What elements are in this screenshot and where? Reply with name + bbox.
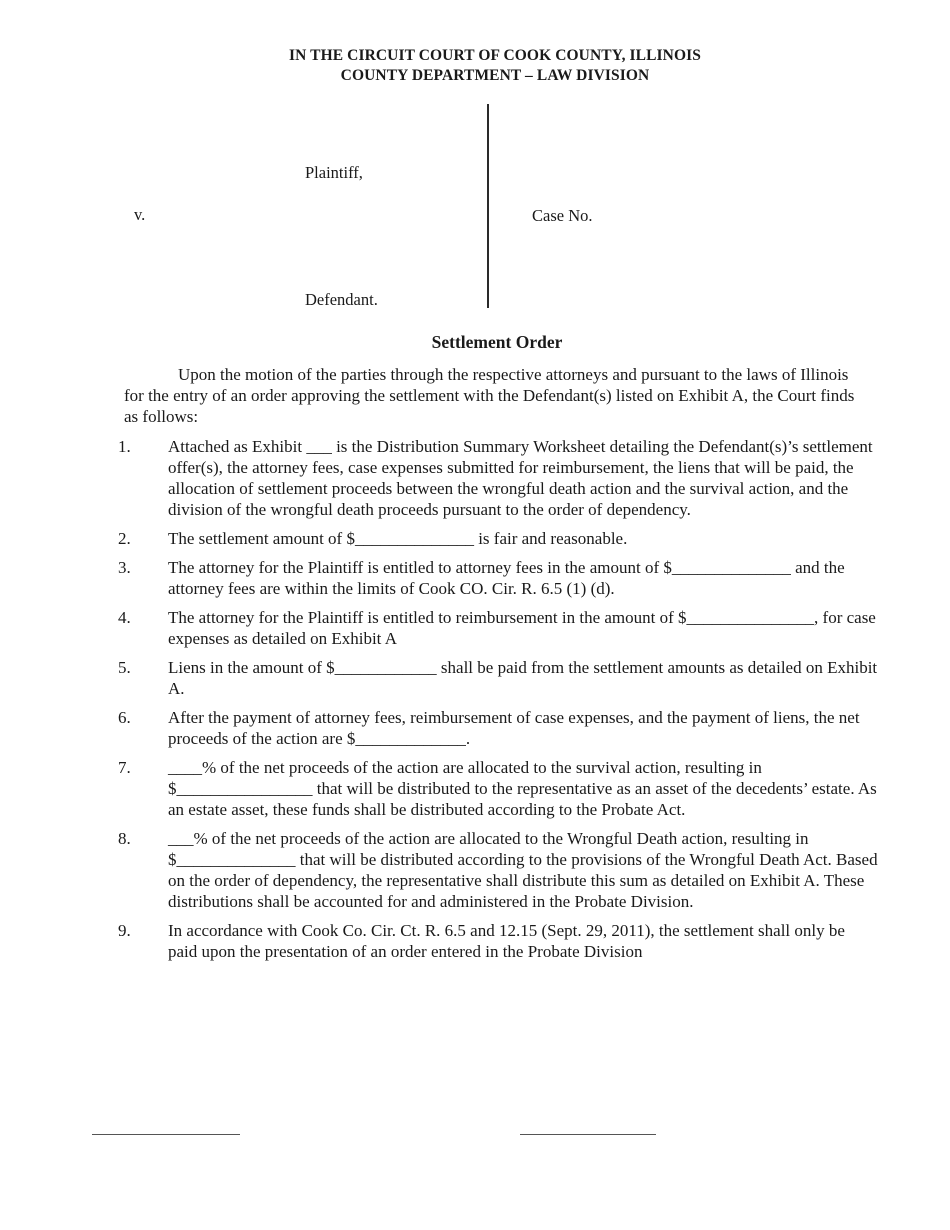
findings-list [118,436,878,970]
finding-item [118,657,878,699]
signature-line-center [520,1134,656,1135]
defendant-label: Defendant. [305,290,378,309]
finding-number: 6. [118,708,131,727]
finding-number: 1. [118,437,131,456]
finding-text: ____% of the net proceeds of the action are allocated to the survival action, resulting in $________________ that will be distributed to the representative as an asset of the decedents’ estate. As an estate asset, these funds shall be distributed according to the Probate Act. [168,758,877,819]
finding-text: Attached as Exhibit ___ is the Distribution Summary Worksheet detailing the Defendant(s)’s settlement offer(s), the attorney fees, case expenses submitted for reimbursement, the liens that will be paid, the allocation of settlement proceeds between the wrongful death action and the survival action, and the division of the wrongful death proceeds pursuant to the order of dependency. [168,437,873,519]
finding-text: In accordance with Cook Co. Cir. Ct. R. 6.5 and 12.15 (Sept. 29, 2011), the settlement shall only be paid upon the presentation of an order entered in the Probate Division [168,921,845,961]
finding-item [118,436,878,520]
finding-item [118,920,878,962]
finding-item [118,757,878,820]
finding-item [118,607,878,649]
finding-number: 3. [118,558,131,577]
finding-item [118,528,878,549]
finding-number: 5. [118,658,131,677]
document-title: Settlement Order [431,332,563,352]
finding-text: ___% of the net proceeds of the action are allocated to the Wrongful Death action, resulting in $______________ that will be distributed according to the provisions of the Wrongful Death Act. Based on the order of dependency, the representative shall distribute this sum as detailed on Exhibit A. These distributions shall be accounted for and administered in the Probate Division. [168,829,878,911]
caption-divider [487,104,489,308]
finding-number: 7. [118,758,131,777]
case-number-label: Case No. [532,206,593,225]
finding-number: 9. [118,921,131,940]
intro-paragraph: Upon the motion of the parties through the respective attorneys and pursuant to the laws of Illinois for the entry of an order approving the settlement with the Defendant(s) listed on Exhibit A, the Court finds as follows: [124,365,855,426]
finding-text: Liens in the amount of $____________ shall be paid from the settlement amounts as detailed on Exhibit A. [168,658,878,698]
department-heading: COUNTY DEPARTMENT – LAW DIVISION [340,67,650,84]
finding-number: 4. [118,608,131,627]
finding-text: After the payment of attorney fees, reimbursement of case expenses, and the payment of liens, the net proceeds of the action are $_____________. [168,708,860,748]
finding-text: The attorney for the Plaintiff is entitled to reimbursement in the amount of $_______________, for case expenses as detailed on Exhibit A [168,608,876,648]
finding-item [118,828,878,912]
finding-text: The attorney for the Plaintiff is entitled to attorney fees in the amount of $______________ and the attorney fees are within the limits of Cook CO. Cir. R. 6.5 (1) (d). [168,558,845,598]
versus-label: v. [134,205,146,224]
finding-item [118,557,878,599]
finding-text: The settlement amount of $______________ is fair and reasonable. [168,529,628,548]
plaintiff-label: Plaintiff, [305,163,363,182]
finding-number: 8. [118,829,131,848]
finding-number: 2. [118,529,131,548]
signature-line-left [92,1134,240,1135]
finding-item [118,707,878,749]
court-name-heading: IN THE CIRCUIT COURT OF COOK COUNTY, ILLINOIS [289,47,701,64]
